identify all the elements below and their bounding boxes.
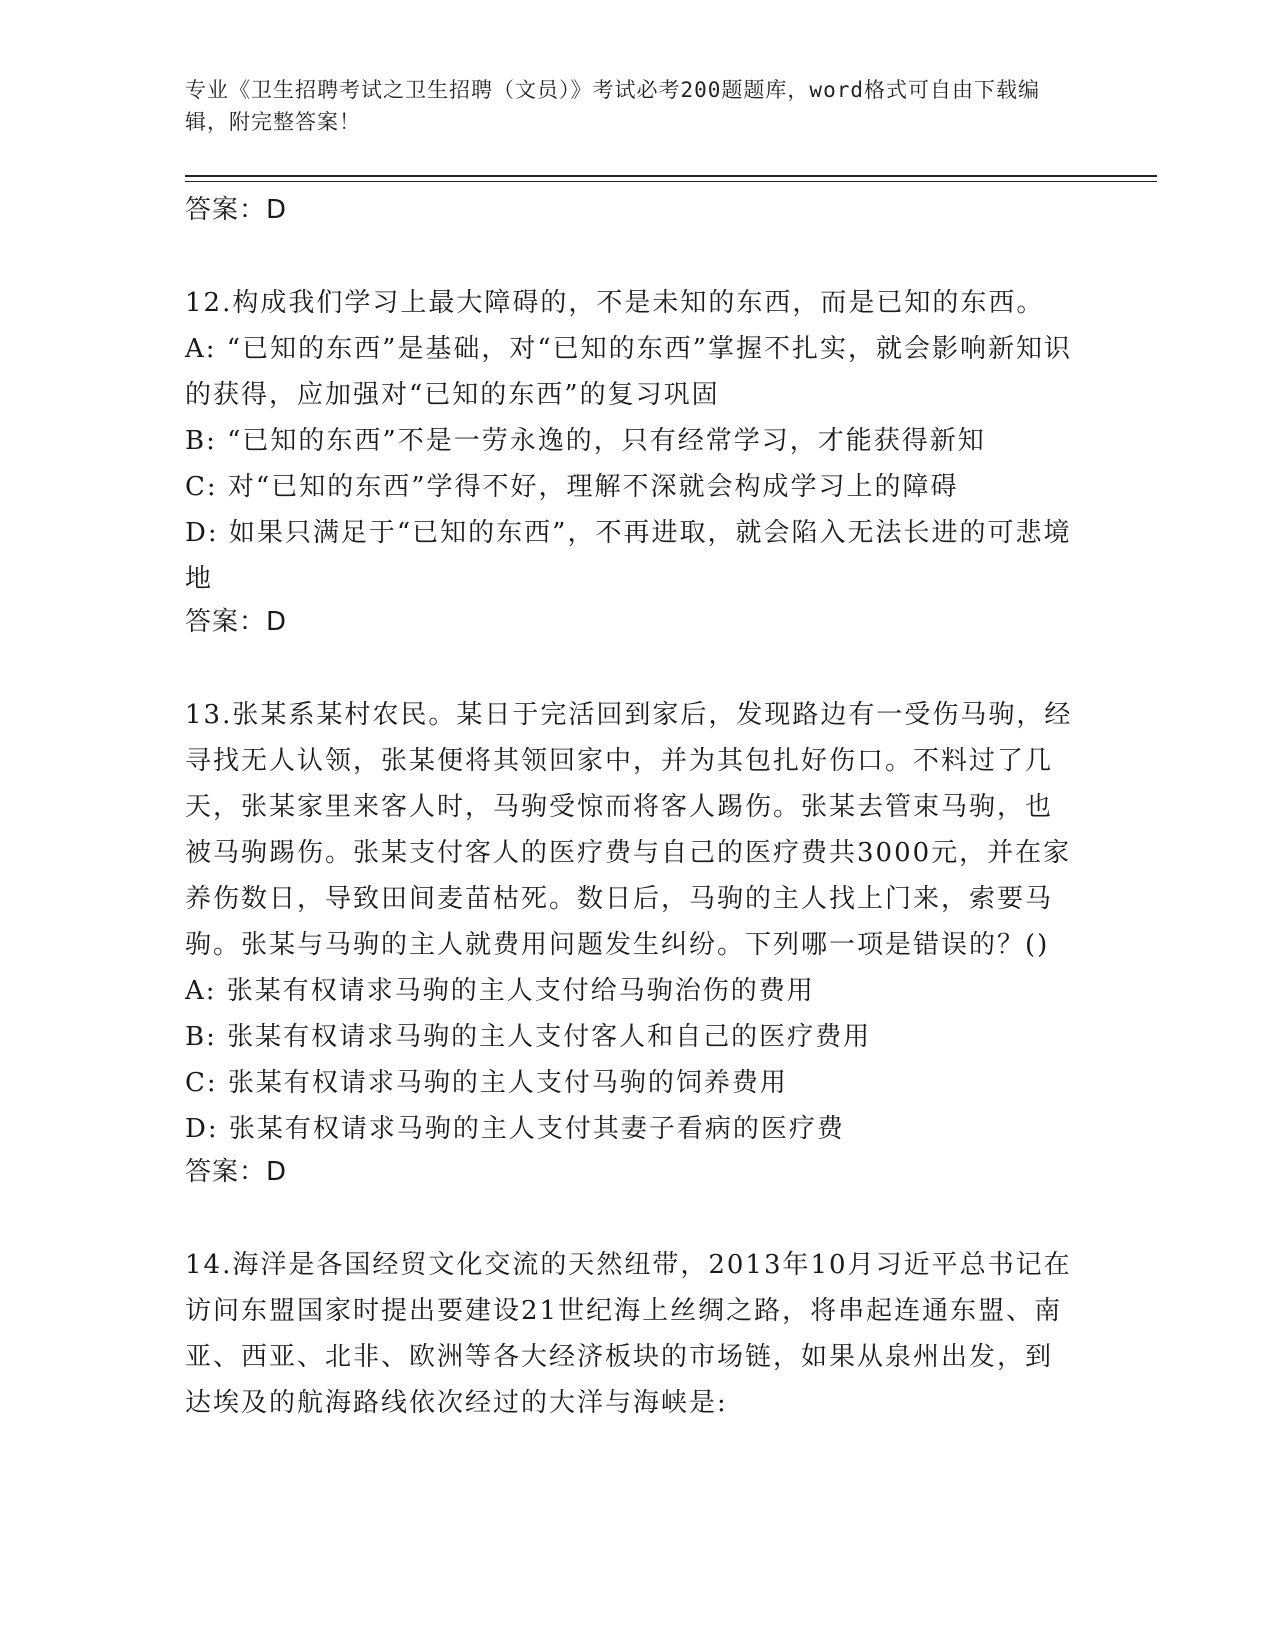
question-stem: 12.构成我们学习上最大障碍的，不是未知的东西，而是已知的东西。	[185, 288, 1045, 318]
spacer	[185, 642, 1075, 692]
option-c: C: 张某有权请求马驹的主人支付马驹的饲养费用	[185, 1068, 788, 1098]
spacer	[185, 230, 1075, 280]
option-b: B: “已知的东西”不是一劳永逸的，只有经常学习，才能获得新知	[185, 426, 986, 456]
page-header: 专业《卫生招聘考试之卫生招聘（文员）》考试必考200题题库，word格式可自由下载编辑，附完整答案！	[185, 78, 1040, 134]
previous-answer: 答案：D	[185, 195, 288, 225]
header-divider-thick	[185, 175, 1157, 177]
answer-line: 答案：D	[185, 1157, 288, 1187]
option-a: A: “已知的东西”是基础，对“已知的东西”掌握不扎实，就会影响新知识的获得，应加强对“已知的东西”的复习巩固	[185, 334, 1072, 410]
question-13	[185, 692, 1075, 1192]
question-12	[185, 280, 1075, 642]
option-c: C: 对“已知的东西”学得不好，理解不深就会构成学习上的障碍	[185, 472, 959, 502]
header-divider-thin	[185, 181, 1157, 182]
answer-line: 答案：D	[185, 607, 288, 637]
option-d: D: 如果只满足于“已知的东西”，不再进取，就会陷入无法长进的可悲境地	[185, 518, 1072, 594]
question-stem: 14.海洋是各国经贸文化交流的天然纽带，2013年10月习近平总书记在访问东盟国家时提出要建设21世纪海上丝绸之路，将串起连通东盟、南亚、西亚、北非、欧洲等各大经济板块的市场链，如果从泉州出发，到达埃及的航海路线依次经过的大洋与海峡是:	[185, 1250, 1072, 1418]
questions-content	[185, 190, 1075, 1426]
spacer	[185, 1192, 1075, 1242]
option-a: A: 张某有权请求马驹的主人支付给马驹治伤的费用	[185, 976, 815, 1006]
option-b: B: 张某有权请求马驹的主人支付客人和自己的医疗费用	[185, 1022, 872, 1052]
option-d: D: 张某有权请求马驹的主人支付其妻子看病的医疗费	[185, 1114, 845, 1144]
question-stem: 13.张某系某村农民。某日于完活回到家后，发现路边有一受伤马驹，经寻找无人认领，张某便将其领回家中，并为其包扎好伤口。不料过了几天，张某家里来客人时，马驹受惊而将客人踢伤。张某去管束马驹，也被马驹踢伤。张某支付客人的医疗费与自己的医疗费共3000元，并在家养伤数日，导致田间麦苗枯死。数日后，马驹的主人找上门来，索要马驹。张某与马驹的主人就费用问题发生纠纷。下列哪一项是错误的？()	[185, 700, 1073, 960]
question-14	[185, 1242, 1075, 1426]
